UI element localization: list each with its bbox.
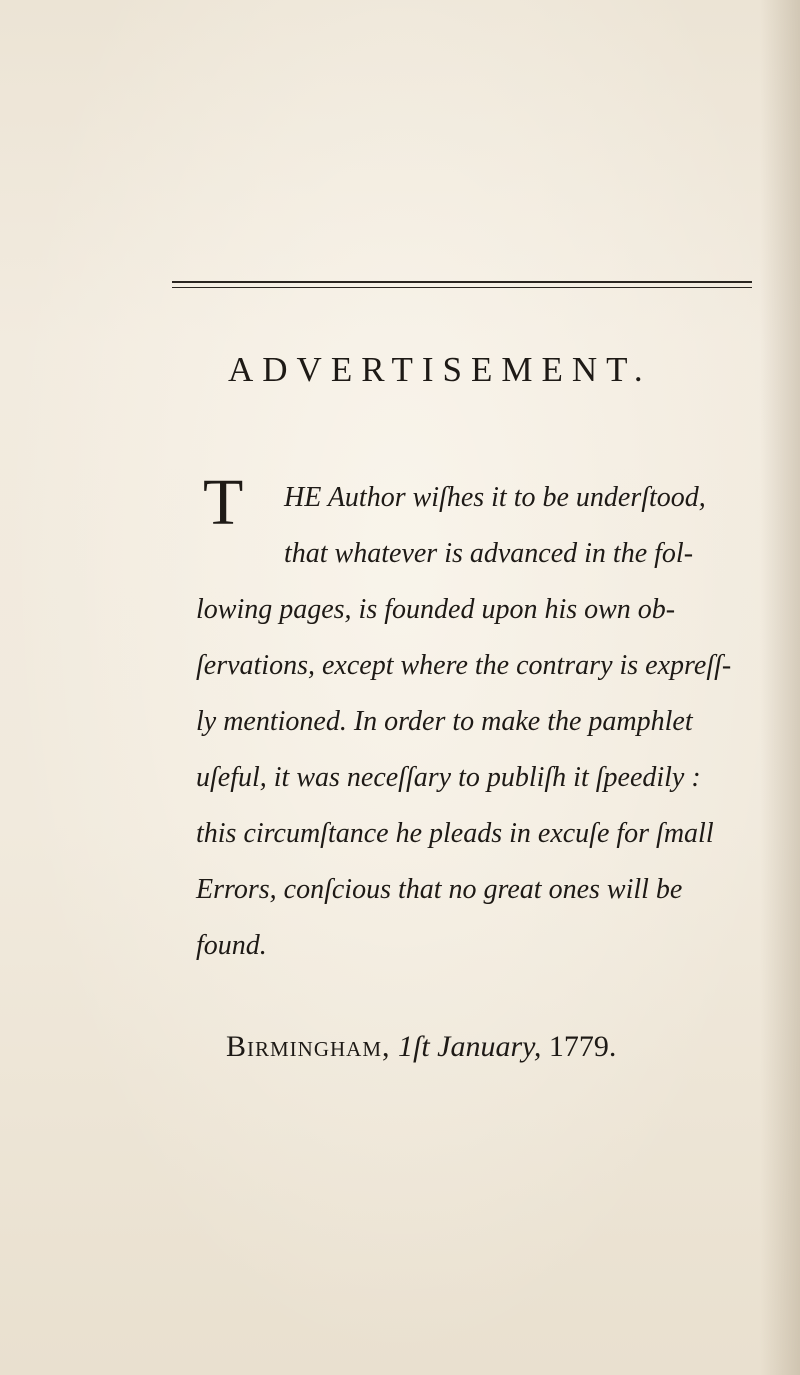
body-line: found. (196, 930, 267, 961)
body-line: lowing pages, is founded upon his own ob- (196, 594, 676, 625)
body-line: this circumſtance he pleads in excuſe for ſmall (196, 818, 714, 849)
page-heading: ADVERTISEMENT. (228, 350, 652, 389)
top-rule-thin (172, 287, 752, 288)
signoff-dateline (226, 1032, 616, 1062)
body-line: uſeful, it was neceſſary to publiſh it ſpeedily : (196, 762, 701, 793)
body-line: Errors, conſcious that no great ones will be (196, 874, 683, 905)
signoff-place: Birmingham, (226, 1030, 391, 1063)
drop-cap: T (203, 466, 244, 539)
body-line: ly mentioned. In order to make the pamphlet (196, 706, 693, 737)
page-edge-shadow (760, 0, 800, 1375)
body-line: ſervations, except where the contrary is expreſſ- (196, 650, 732, 681)
body-line: HE Author wiſhes it to be underſtood, (284, 482, 706, 513)
signoff-year: 1779. (548, 1030, 617, 1063)
top-rule-thick (172, 281, 752, 283)
signoff-date: 1ſt January, (398, 1030, 542, 1063)
body-line: that whatever is advanced in the fol- (284, 538, 694, 569)
